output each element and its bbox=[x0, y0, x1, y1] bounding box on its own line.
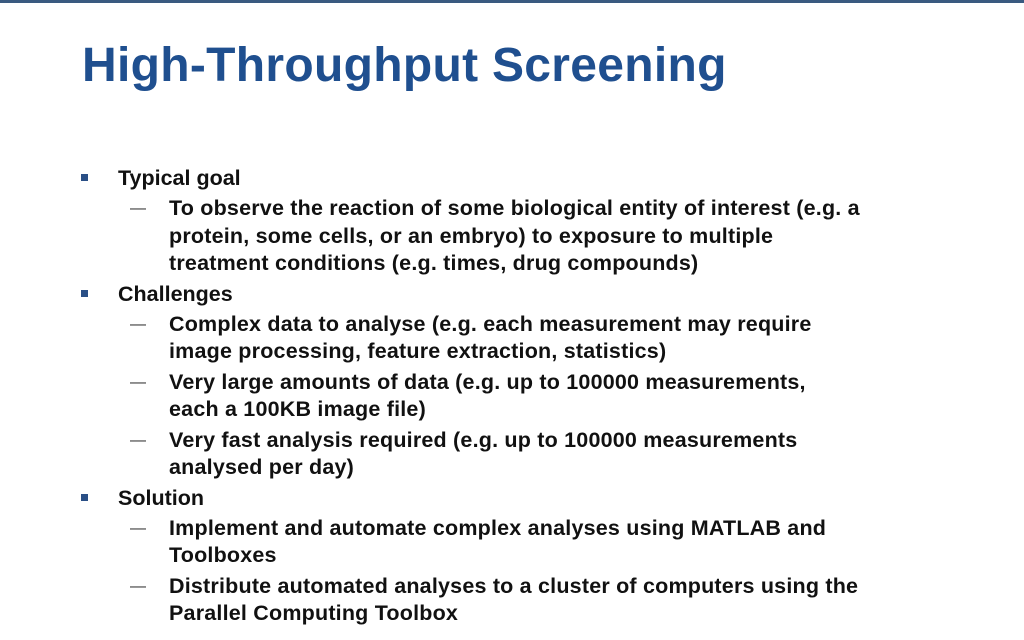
sub-bullet-text-line: Very large amounts of data (e.g. up to 100000 measurements, bbox=[169, 369, 806, 394]
sub-bullet-text-line: each a 100KB image file) bbox=[169, 397, 426, 421]
bullet-item bbox=[0, 164, 1024, 192]
sub-bullet-item bbox=[0, 515, 1024, 570]
dash-bullet-icon: — bbox=[130, 519, 147, 537]
sub-bullet-text-line: protein, some cells, or an embryo) to exposure to multiple bbox=[169, 223, 774, 248]
bullet-list bbox=[0, 164, 1024, 628]
square-bullet-icon bbox=[81, 290, 88, 297]
sub-bullet-text-line: Very fast analysis required (e.g. up to 100000 measurements bbox=[169, 427, 798, 452]
sub-bullet-text-line: Implement and automate complex analyses using MATLAB and bbox=[169, 515, 827, 540]
sub-bullet-text-line: Distribute automated analyses to a cluster of computers using the bbox=[169, 573, 859, 598]
sub-bullet-text-line: analysed per day) bbox=[169, 455, 355, 479]
sub-bullet-text-line: Complex data to analyse (e.g. each measurement may require bbox=[169, 311, 812, 336]
sub-bullet-item bbox=[0, 573, 1024, 628]
sub-bullet-text-line: image processing, feature extraction, statistics) bbox=[169, 339, 667, 363]
square-bullet-icon bbox=[81, 494, 88, 501]
sub-bullet-item bbox=[0, 427, 1024, 482]
sub-bullet-text-line: treatment conditions (e.g. times, drug compounds) bbox=[169, 251, 699, 275]
slide-title: High-Throughput Screening bbox=[82, 39, 727, 92]
bullet-label: Solution bbox=[118, 485, 204, 510]
sub-bullet-text-line: To observe the reaction of some biological entity of interest (e.g. a bbox=[169, 196, 860, 220]
sub-bullet-item bbox=[0, 311, 1024, 366]
bullet-label: Challenges bbox=[118, 281, 233, 306]
sub-bullet-item bbox=[0, 369, 1024, 424]
sub-bullet-text-line: Parallel Computing Toolbox bbox=[169, 601, 459, 625]
bullet-item bbox=[0, 280, 1024, 308]
bullet-item bbox=[0, 484, 1024, 512]
square-bullet-icon bbox=[81, 174, 88, 181]
dash-bullet-icon: — bbox=[130, 315, 147, 333]
dash-bullet-icon: — bbox=[130, 200, 147, 217]
bullet-label: Typical goal bbox=[118, 166, 241, 190]
dash-bullet-icon: — bbox=[130, 577, 147, 595]
top-border bbox=[0, 0, 1024, 3]
dash-bullet-icon: — bbox=[130, 373, 147, 391]
sub-bullet-text-line: Toolboxes bbox=[169, 543, 277, 567]
dash-bullet-icon: — bbox=[130, 431, 147, 449]
sub-bullet-item bbox=[0, 195, 1024, 278]
